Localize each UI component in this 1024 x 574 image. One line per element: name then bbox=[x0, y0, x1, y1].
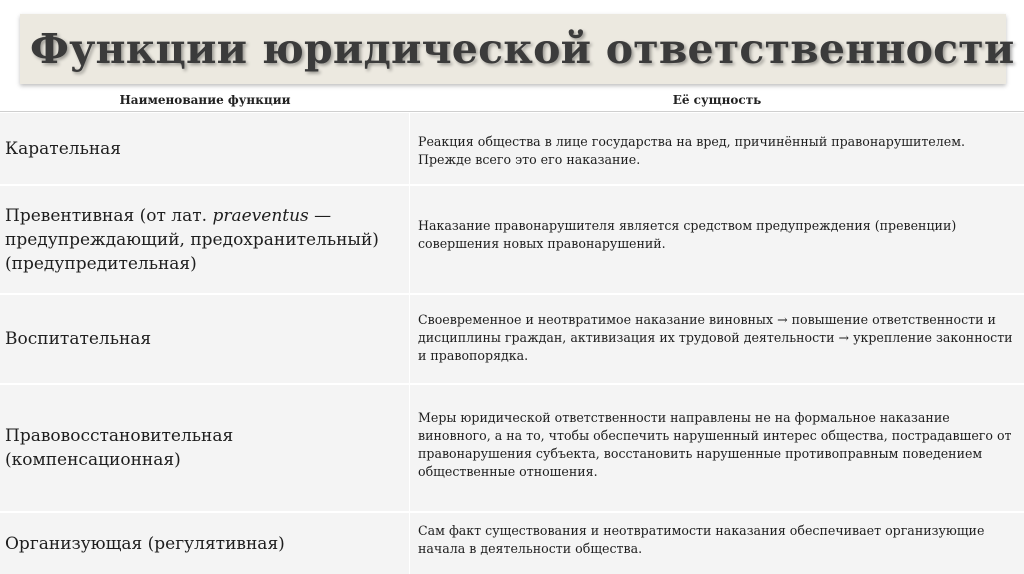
function-name-cell: Карательная bbox=[0, 113, 409, 184]
function-essence-cell: Меры юридической ответственности направлены не на формальное наказание виновного, а на то, чтобы обеспечить нарушенный интерес общества, пострадавшего от правонарушения субъекта, восстановить нарушенные противоправным поведением общественные отношения. bbox=[410, 385, 1024, 511]
function-name-part: — предупреждающий, предохранительный) (предупредительная) bbox=[5, 205, 379, 274]
function-name-cell: Правовосстановительная (компенсационная) bbox=[0, 385, 409, 511]
table-row bbox=[0, 295, 1024, 383]
header-function-name: Наименование функции bbox=[119, 93, 291, 107]
function-essence-cell: Реакция общества в лице государства на вред, причинённый правонарушителем. Прежде всего это его наказание. bbox=[410, 113, 1024, 184]
function-name-part: Превентивная (от лат. bbox=[5, 205, 213, 226]
page-title: Функции юридической ответственности bbox=[30, 25, 1015, 73]
table-header bbox=[0, 89, 1024, 112]
function-name-cell bbox=[0, 186, 409, 293]
table-row bbox=[0, 186, 1024, 293]
function-name-cell: Организующая (регулятивная) bbox=[0, 513, 409, 574]
table-row bbox=[0, 385, 1024, 511]
table-row bbox=[0, 113, 1024, 184]
table-row bbox=[0, 513, 1024, 574]
latin-term: praeventus bbox=[212, 205, 309, 226]
function-essence-cell: Наказание правонарушителя является средством предупреждения (превенции) совершения новых правонарушений. bbox=[410, 186, 1024, 293]
header-essence: Её сущность bbox=[672, 93, 762, 107]
functions-table bbox=[0, 89, 1024, 574]
title-banner bbox=[20, 14, 1015, 84]
function-essence-cell: Своевременное и неотвратимое наказание виновных → повышение ответственности и дисциплины граждан, активизация их трудовой деятельности → укрепление законности и правопорядка. bbox=[410, 295, 1024, 383]
function-essence-cell: Сам факт существования и неотвратимости наказания обеспечивает организующие начала в деятельности общества. bbox=[410, 513, 1024, 574]
function-name-cell: Воспитательная bbox=[0, 295, 409, 383]
